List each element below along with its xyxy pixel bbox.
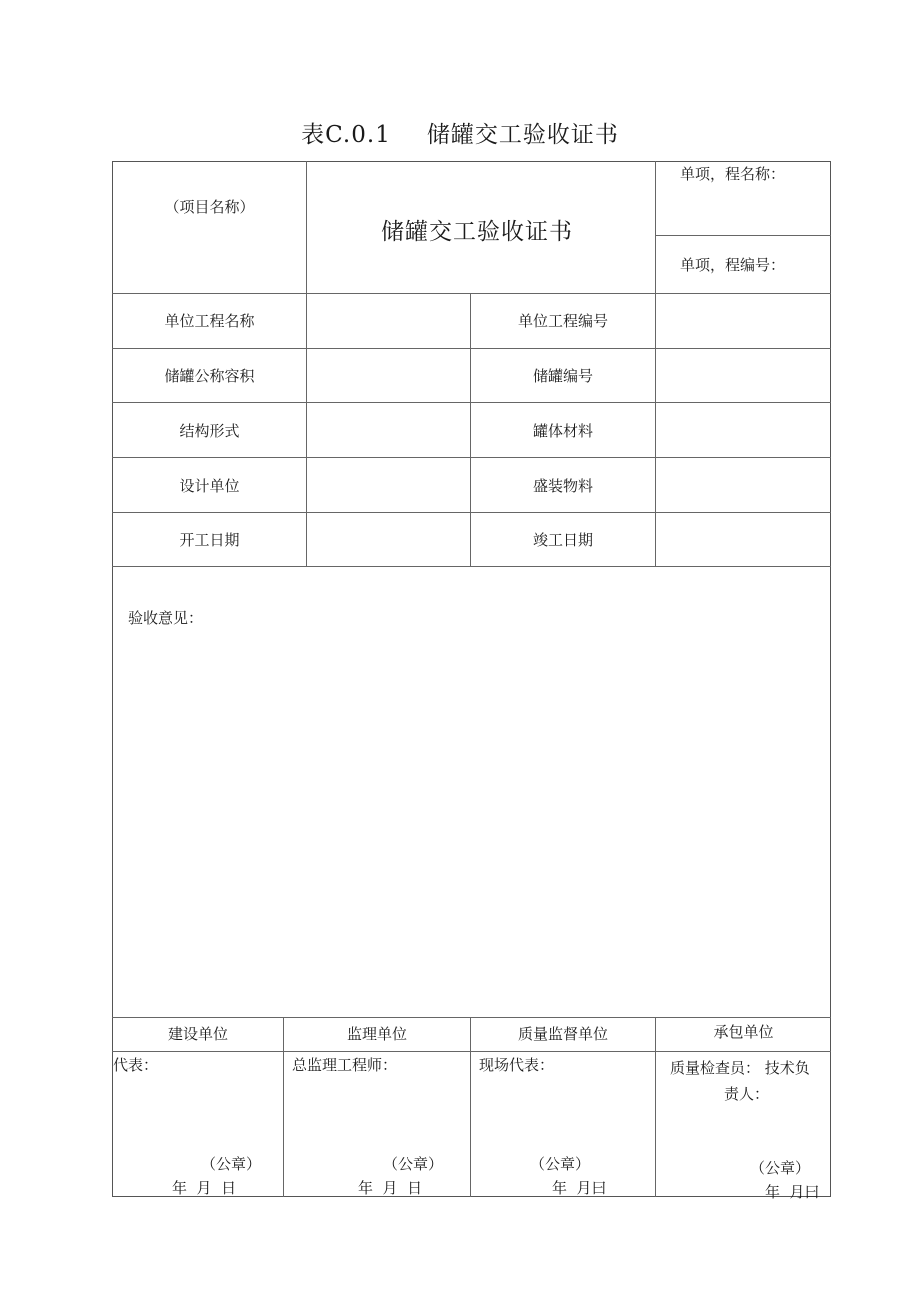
table-code: 表C.0.1 [301,122,391,148]
tank-nominal-capacity-label: 储罐公称容积 [164,367,255,385]
row-divider [112,402,831,403]
owner-date-label: 年 月 日 [172,1179,237,1197]
owner-seal-label: （公章） [201,1155,262,1173]
quality-supervision-unit-header: 质量监督单位 [517,1025,608,1043]
column-divider [283,1017,284,1197]
quality-supervision-date-label: 年 月曰 [552,1179,607,1197]
column-divider [655,161,656,566]
row-divider [112,512,831,513]
tank-number-label: 储罐编号 [532,367,593,385]
supervision-unit-header: 监理单位 [346,1025,407,1043]
completion-date-label: 竣工日期 [532,531,593,549]
tank-material-label: 罐体材料 [532,422,593,440]
quality-supervision-seal-label: （公章） [530,1155,591,1173]
technical-lead-label: 责人： [724,1085,770,1103]
site-representative-label: 现场代表： [479,1056,555,1074]
design-unit-label: 设计单位 [179,477,240,495]
row-divider [112,348,831,349]
chief-supervisor-label: 总监理工程师： [292,1056,398,1074]
contractor-unit-header: 承包单位 [713,1023,774,1041]
stored-material-label: 盛装物料 [532,477,593,495]
contractor-seal-label: （公章） [750,1159,811,1177]
project-name-label: （项目名称） [164,198,255,216]
structure-type-label: 结构形式 [179,422,240,440]
table-name: 储罐交工验收证书 [426,122,619,148]
column-divider [655,1017,656,1197]
quality-inspector-label: 质量检查员： 技术负 [670,1059,810,1077]
document-title [0,116,920,149]
sub-project-number-label: 单项，程编号： [680,256,786,274]
owner-unit-header: 建设单位 [167,1025,228,1043]
column-divider [470,1017,471,1197]
unit-project-name-label: 单位工程名称 [164,312,255,330]
row-divider [112,566,831,567]
row-divider [112,457,831,458]
supervision-date-label: 年 月 日 [358,1179,423,1197]
start-date-label: 开工日期 [179,531,240,549]
row-divider [112,1051,831,1052]
unit-project-number-label: 单位工程编号 [517,312,608,330]
acceptance-opinion-label: 验收意见： [128,609,204,627]
column-divider [306,161,307,566]
sub-project-name-label: 单项，程名称： [680,165,786,183]
row-divider [112,293,831,294]
contractor-date-label: 年 月曰 [765,1183,820,1201]
supervision-seal-label: （公章） [383,1155,444,1173]
certificate-title: 储罐交工验收证书 [381,219,573,245]
row-divider [655,235,831,236]
owner-representative-label: 代表： [113,1056,159,1074]
row-divider [112,1017,831,1018]
